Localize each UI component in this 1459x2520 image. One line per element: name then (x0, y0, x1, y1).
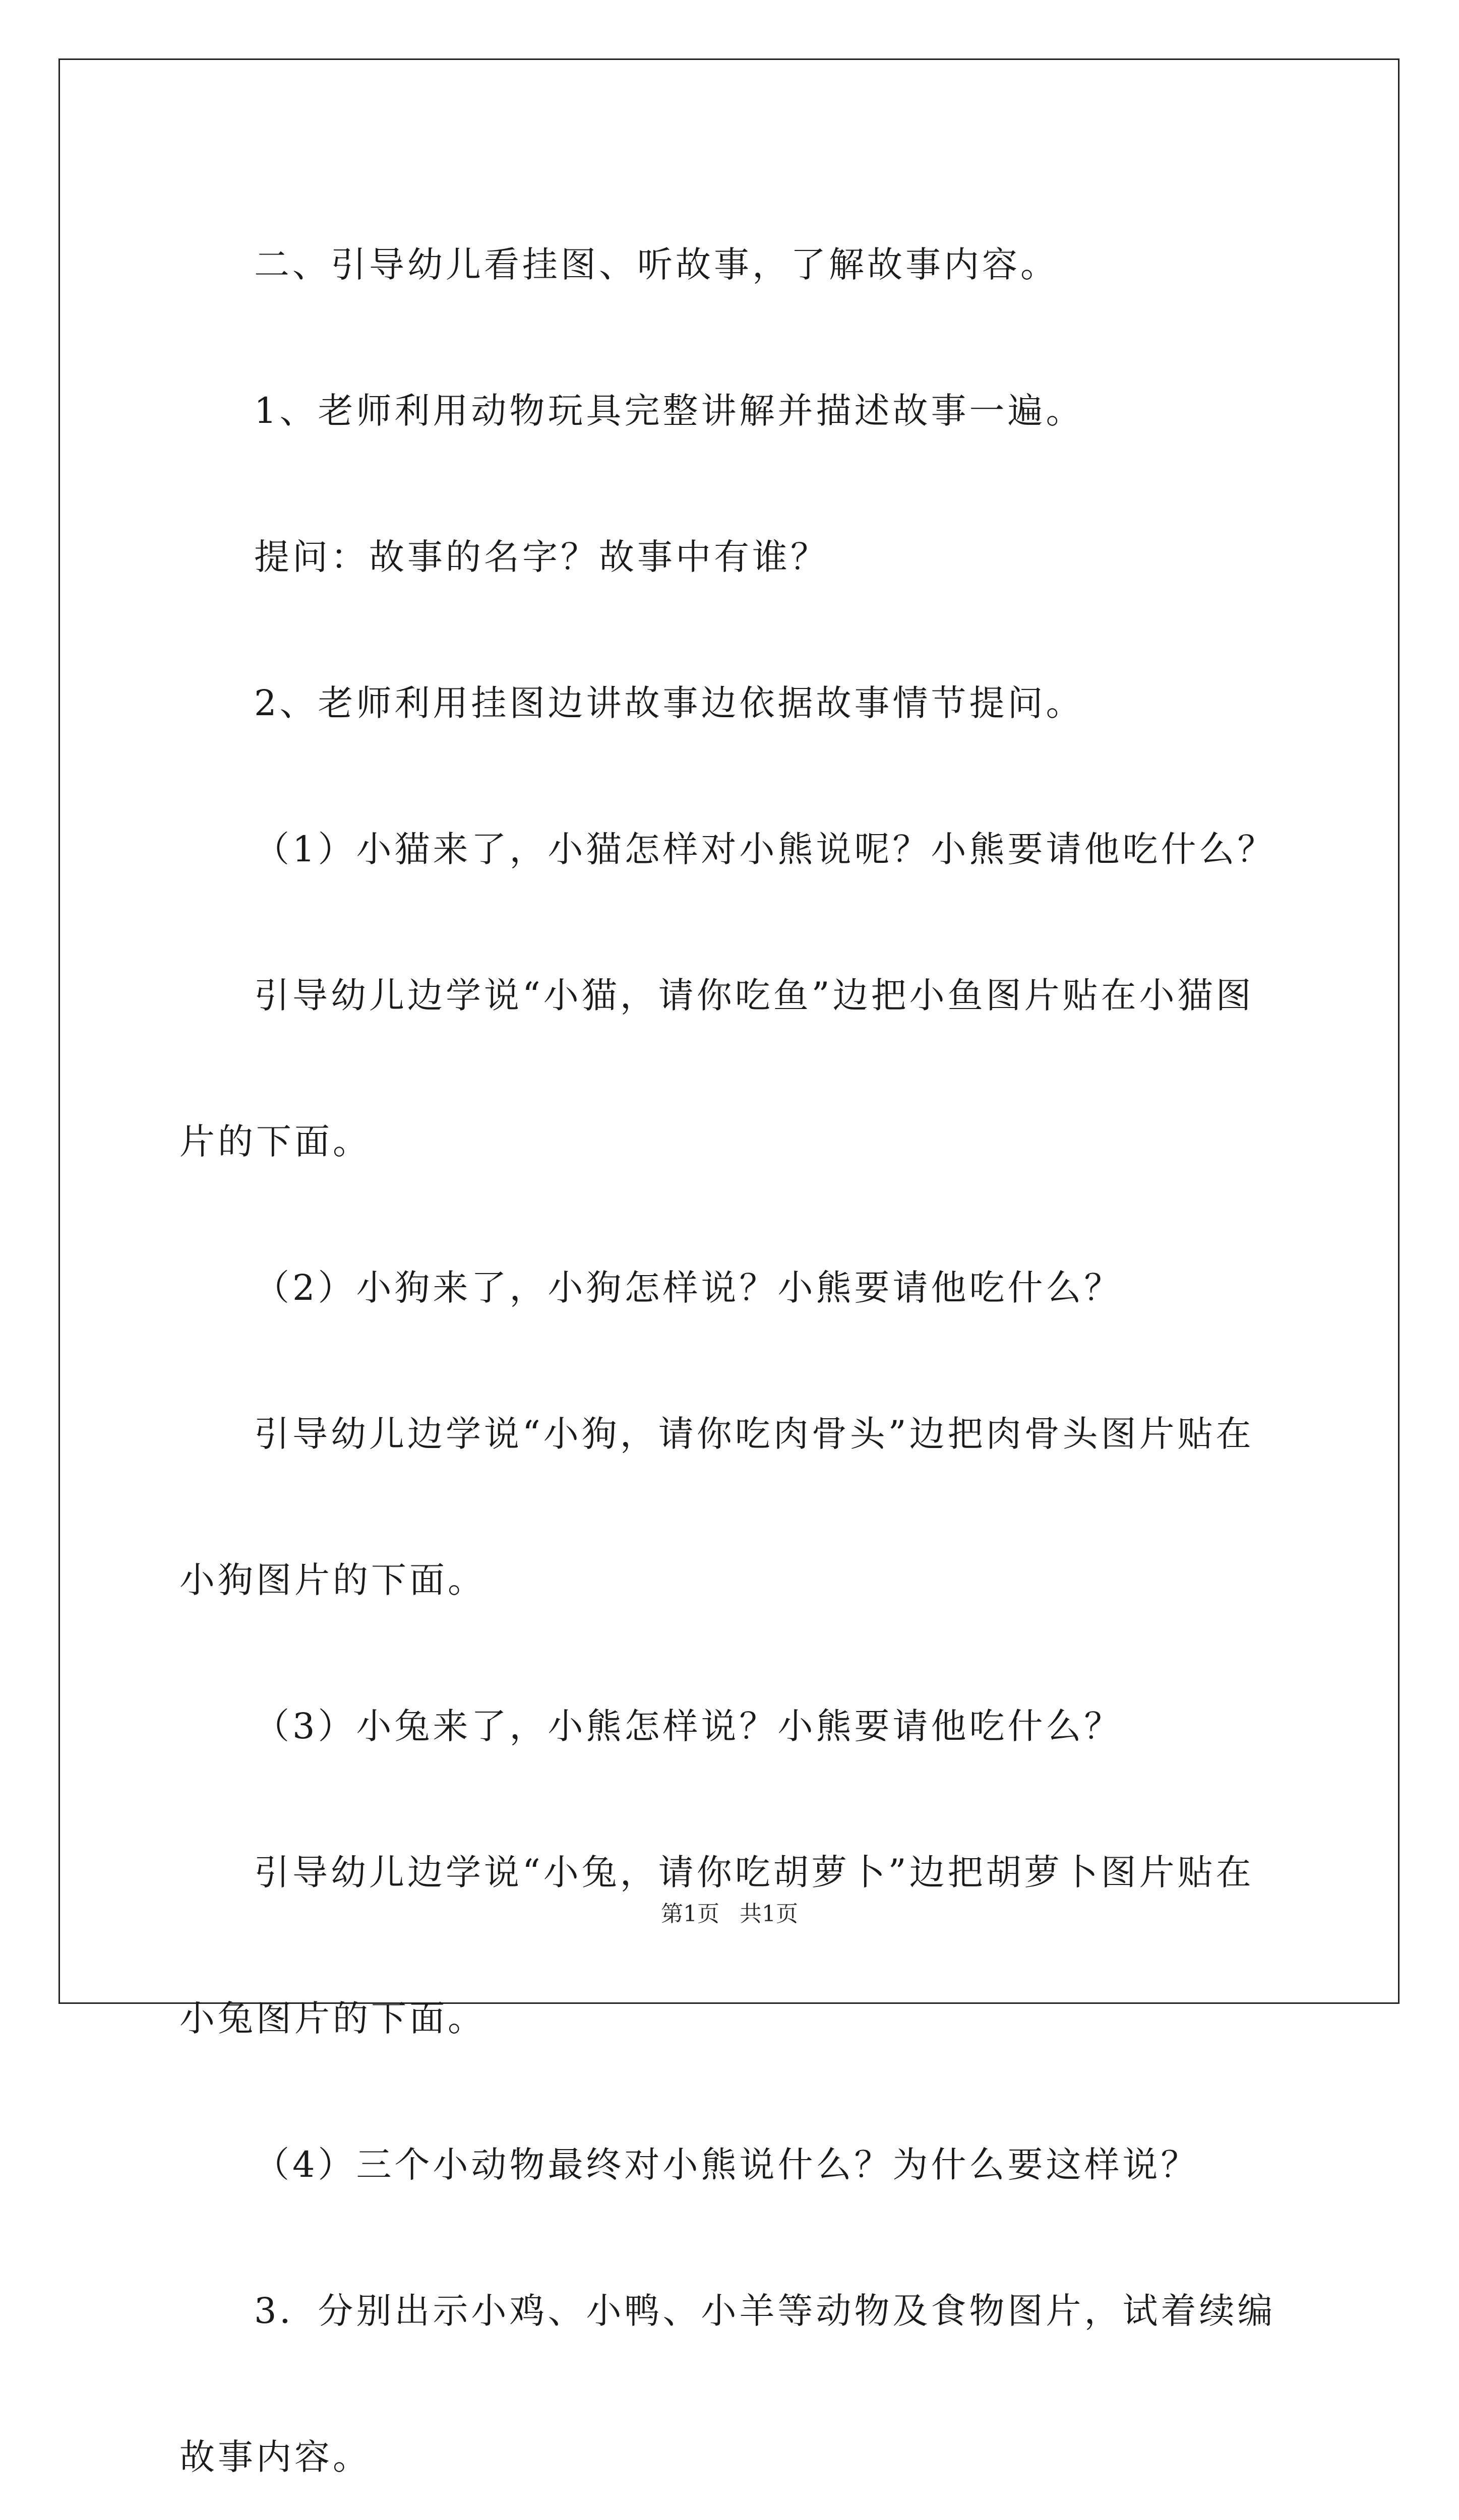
paragraph-2: 1、老师利用动物玩具完整讲解并描述故事一遍。 (254, 390, 1084, 431)
paragraph-12: 3．分别出示小鸡、小鸭、小羊等动物及食物图片，试着续编故事内容。 (179, 2290, 1276, 2478)
paragraph-7: （2）小狗来了，小狗怎样说？小熊要请他吃什么？ (254, 1267, 1123, 1308)
paragraph-11: （4）三个小动物最终对小熊说什么？为什么要这样说？ (254, 2144, 1199, 2185)
page-number-label: 第1页 (661, 1901, 719, 1927)
total-pages-label: 共1页 (740, 1901, 798, 1927)
paragraph-9: （3）小兔来了，小熊怎样说？小熊要请他吃什么？ (254, 1706, 1123, 1747)
page-footer (0, 1899, 1459, 1929)
paragraph-3: 提问：故事的名字？故事中有谁？ (254, 536, 829, 578)
document-body (179, 192, 1284, 2520)
paragraph-5: （1）小猫来了，小猫怎样对小熊说呢？小熊要请他吃什么？ (254, 829, 1276, 870)
paragraph-1: 二、引导幼儿看挂图、听故事，了解故事内容。 (254, 244, 1059, 285)
paragraph-10: 引导幼儿边学说“小兔，请你吃胡萝卜”边把胡萝卜图片贴在小兔图片的下面。 (179, 1852, 1254, 2039)
paragraph-4: 2、老师利用挂图边讲故事边依据故事情节提问。 (254, 682, 1084, 724)
paragraph-6: 引导幼儿边学说“小猫，请你吃鱼”边把小鱼图片贴在小猫图片的下面。 (179, 975, 1254, 1162)
paragraph-8: 引导幼儿边学说“小狗，请你吃肉骨头”边把肉骨头图片贴在小狗图片的下面。 (179, 1413, 1254, 1601)
